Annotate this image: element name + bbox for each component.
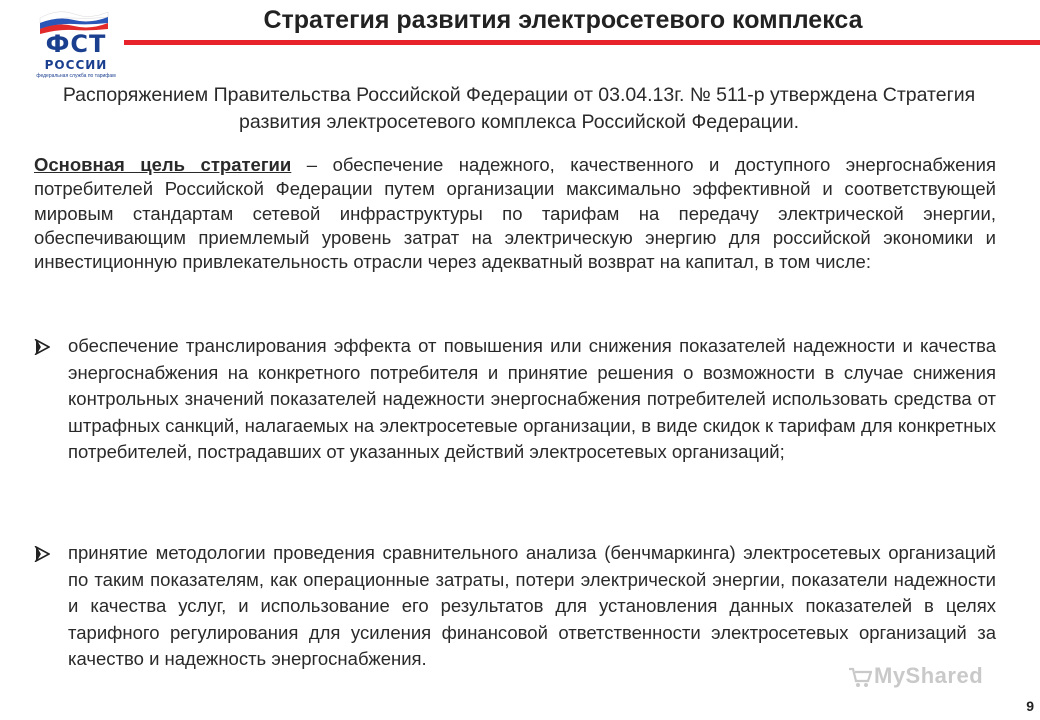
- logo-country: РОССИИ: [44, 58, 108, 72]
- goal-label: Основная цель стратегии: [34, 154, 292, 175]
- logo-subtitle: федеральная служба по тарифам: [36, 73, 116, 79]
- bullet-text: обеспечение транслирования эффекта от повышения или снижения показателей надежности и качества энергоснабжения на конкретного потребителя и принятие решения о возможности в случае снижения контрольных значений показателей надежности энергоснабжения потребителей использовать средства от штрафных санкций, налагаемых на электросетевые организации, в виде скидок к тарифам для конкретных потребителей, пострадавших от указанных действий электросетевых организаций;: [68, 335, 996, 462]
- watermark: [848, 664, 1018, 690]
- page-title: Стратегия развития электросетевого комплекса: [263, 6, 863, 34]
- goal-paragraph: [34, 153, 996, 274]
- watermark-text: MyShared: [874, 663, 984, 688]
- cart-icon: [848, 666, 872, 688]
- header-divider: [124, 40, 1040, 45]
- intro-paragraph: Распоряжением Правительства Российской Федерации от 03.04.13г. № 511-р утверждена Стратегия развития электросетевого комплекса Российской Федерации.: [62, 84, 976, 133]
- logo-abbr: ФСТ: [45, 30, 107, 58]
- arrow-bullet-icon: [34, 546, 50, 562]
- arrow-bullet-icon: [34, 339, 50, 355]
- page-number: 9: [1026, 698, 1034, 714]
- fst-logo: [28, 6, 118, 84]
- goal-text: – обеспечение надежного, качественного и доступного энергоснабжения потребителей Российской Федерации путем организации максимально эффективной и соответствующей мировым стандартам сетевой инфраструктуры по тарифам на передачу электрической энергии, обеспечивающим приемлемый уровень затрат на электрическую энергию для российской экономики и инвестиционную привлекательность отрасли через адекватный возврат на капитал, в том числе:: [34, 154, 997, 273]
- bullet-text: принятие методологии проведения сравнительного анализа (бенчмаркинга) электросетевых организаций по таким показателям, как операционные затраты, потери электрической энергии, показатели надежности и качества услуг, и использование его результатов для установления данных показателей в целях тарифного регулирования для усиления финансовой ответственности электросетевых организаций за качество и надежность энергоснабжения.: [68, 542, 996, 669]
